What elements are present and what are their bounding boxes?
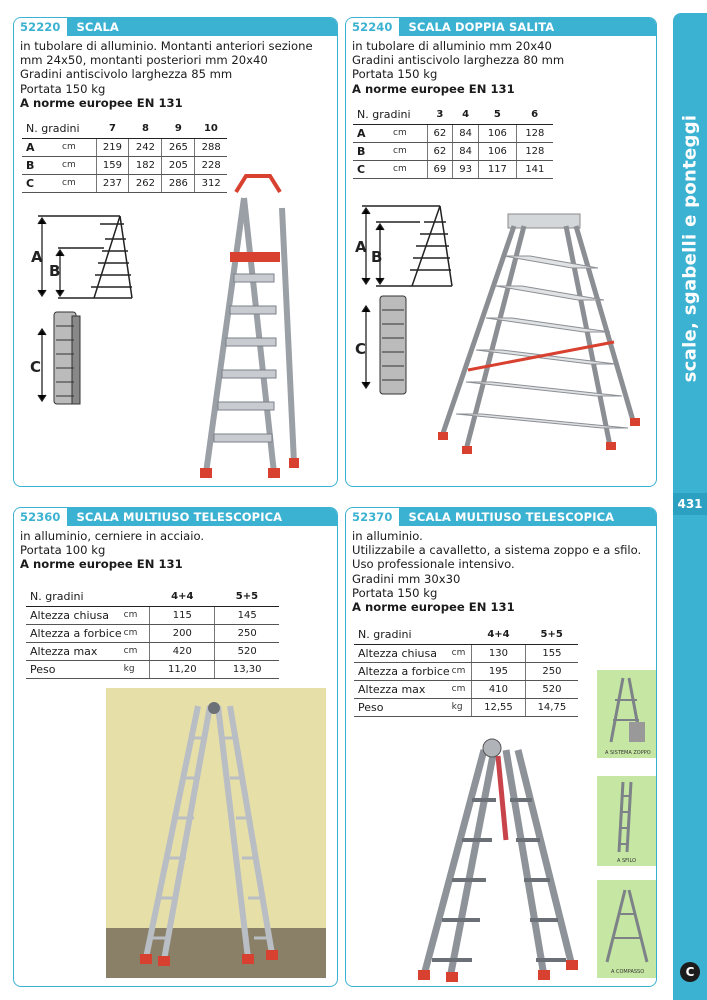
cell: 69 [427,160,453,178]
thumbnail-a-sistema-zoppo [597,670,657,758]
row-label: C [353,160,391,178]
label-a: A [31,248,43,266]
row-label: C [22,174,60,192]
cell: 228 [195,156,227,174]
dimension-diagram [28,206,138,406]
desc-line: Portata 100 kg [20,543,106,558]
cell: 155 [525,644,578,662]
product-header [346,18,656,36]
table-row [354,680,578,698]
desc-line: Utilizzabile a cavalletto, a sistema zoppo e a sfilo. [352,543,642,558]
row-unit: cm [391,160,427,178]
row-unit: cm [122,606,150,624]
desc-line: Gradini antiscivolo larghezza 85 mm [20,67,233,82]
table-row [354,698,578,716]
product-title: SCALA MULTIUSO TELESCOPICA [76,510,283,524]
page-number: 431 [673,493,707,515]
cell: 62 [427,124,453,142]
label-b: B [371,248,383,266]
table-header: 5+5 [525,626,578,644]
cell: 11,20 [150,660,215,678]
desc-line: in tubolare di alluminio. Montanti anteriori sezione [20,39,313,53]
ladder-thumb-icon [597,776,657,858]
cell: 106 [479,124,517,142]
table-header: 4+4 [150,588,215,606]
row-unit: cm [391,124,427,142]
cell: 195 [472,662,526,680]
cell: 84 [453,124,479,142]
section-title [673,13,707,483]
row-unit: cm [60,156,96,174]
ladder-image [438,210,648,460]
row-unit: cm [122,624,150,642]
row-label: Altezza a forbice [354,662,450,680]
table-header: 8 [129,120,162,138]
row-unit: cm [60,138,96,156]
cell: 286 [162,174,195,192]
product-description [346,526,656,614]
cell: 130 [472,644,526,662]
table-row [353,160,553,178]
ladder-image [184,168,304,483]
cell: 242 [129,138,162,156]
row-label: Peso [26,660,122,678]
norm-label: A norme europee EN 131 [352,600,515,615]
product-card-52240 [345,17,657,487]
ladder-thumb-icon [597,880,657,968]
table-row [26,660,279,678]
product-code: 52370 [346,508,401,526]
desc-line: in alluminio, cerniere in acciaio. [20,529,205,543]
table-header: 10 [195,120,227,138]
row-label: Altezza a forbice [26,624,122,642]
row-label: A [22,138,60,156]
table-row [26,624,279,642]
cell: 219 [96,138,129,156]
desc-line: Uso professionale intensivo. [352,557,515,572]
cell: 205 [162,156,195,174]
thumbnail-a-compasso [597,880,657,978]
product-code: 52240 [346,18,401,36]
row-unit: cm [450,644,472,662]
row-label: Altezza max [26,642,122,660]
table-header: 4 [453,106,479,124]
cell: 265 [162,138,195,156]
cell: 115 [150,606,215,624]
desc-line: in tubolare di alluminio mm 20x40 [352,39,552,53]
cell: 410 [472,680,526,698]
product-description [14,36,337,110]
row-label: B [353,142,391,160]
cell: 12,55 [472,698,526,716]
cell: 128 [516,142,553,160]
thumb-caption: A SISTEMA ZOPPO [605,750,651,756]
row-label: A [353,124,391,142]
table-header: N. gradini [354,626,450,644]
product-title: SCALA MULTIUSO TELESCOPICA [408,510,615,524]
brand-logo-icon: C [680,962,700,982]
table-header: N. gradini [22,120,96,138]
cell: 250 [215,624,279,642]
cell: 13,30 [215,660,279,678]
section-sidebar [673,13,707,1000]
spec-table [26,588,279,679]
row-unit: cm [450,680,472,698]
product-header [346,508,656,526]
cell: 84 [453,142,479,160]
thumbnail-a-sfilo [597,776,657,866]
desc-line: mm 24x50, montanti posteriori mm 20x40 [20,53,268,68]
product-description [14,526,337,572]
label-b: B [49,262,61,280]
desc-line: Gradini mm 30x30 [352,571,461,586]
row-unit: kg [122,660,150,678]
norm-label: A norme europee EN 131 [20,557,183,572]
cell: 250 [525,662,578,680]
product-title: SCALA DOPPIA SALITA [408,20,555,34]
desc-line: Portata 150 kg [352,67,438,82]
table-header: N. gradini [353,106,427,124]
table-row [353,142,553,160]
spec-table [354,626,578,717]
table-header: 6 [516,106,553,124]
table-header: 7 [96,120,129,138]
cell: 106 [479,142,517,160]
cell: 159 [96,156,129,174]
cell: 262 [129,174,162,192]
cell: 93 [453,160,479,178]
product-header [14,18,337,36]
table-row [26,642,279,660]
row-unit: cm [60,174,96,192]
cell: 420 [150,642,215,660]
cell: 182 [129,156,162,174]
cell: 117 [479,160,517,178]
table-row [354,644,578,662]
row-label: Altezza max [354,680,450,698]
label-c: C [355,340,367,358]
table-header: 5+5 [215,588,279,606]
cell: 312 [195,174,227,192]
product-card-52220 [13,17,338,487]
ladder-thumb-icon [597,670,657,750]
cell: 62 [427,142,453,160]
product-card-52370 [345,507,657,987]
table-header: N. gradini [26,588,122,606]
cell: 520 [215,642,279,660]
row-unit: cm [391,142,427,160]
cell: 520 [525,680,578,698]
thumb-caption: A COMPASSO [611,969,645,975]
product-code: 52360 [14,508,69,526]
desc-line: Portata 150 kg [20,81,106,96]
label-a: A [355,238,367,256]
cell: 128 [516,124,553,142]
row-unit: cm [122,642,150,660]
cell: 141 [516,160,553,178]
cell: 288 [195,138,227,156]
table-header: 9 [162,120,195,138]
norm-label: A norme europee EN 131 [20,95,183,110]
cell: 145 [215,606,279,624]
desc-line: Gradini antiscivolo larghezza 80 mm [352,53,565,68]
cell: 200 [150,624,215,642]
cell: 14,75 [525,698,578,716]
table-row [354,662,578,680]
section-title-text: scale, sgabelli e ponteggi [679,114,701,382]
spec-table [353,106,553,179]
row-label: Peso [354,698,450,716]
product-code: 52220 [14,18,69,36]
ladder-photo [406,730,581,985]
product-card-52360 [13,507,338,987]
table-header: 5 [479,106,517,124]
row-label: Altezza chiusa [26,606,122,624]
desc-line: Portata 150 kg [352,585,438,600]
ladder-photo [106,688,326,978]
label-c: C [30,358,42,376]
product-title: SCALA [76,20,119,34]
row-unit: kg [450,698,472,716]
cell: 237 [96,174,129,192]
product-description [346,36,656,96]
desc-line: in alluminio. [352,529,423,543]
table-row [22,138,227,156]
row-label: B [22,156,60,174]
product-header [14,508,337,526]
row-label: Altezza chiusa [354,644,450,662]
thumb-caption: A SFILO [617,858,637,864]
table-header: 4+4 [472,626,526,644]
table-row [353,124,553,142]
table-header: 3 [427,106,453,124]
row-unit: cm [450,662,472,680]
table-row [26,606,279,624]
norm-label: A norme europee EN 131 [352,81,515,96]
